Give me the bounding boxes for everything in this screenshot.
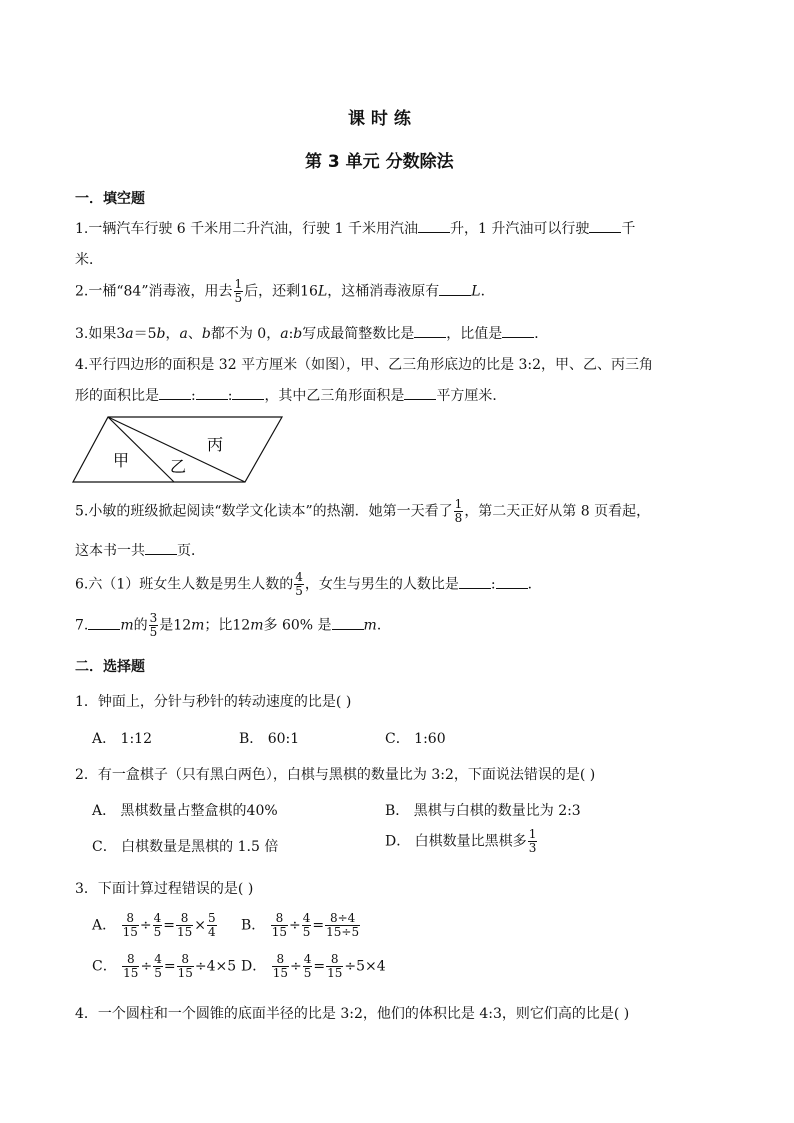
question-2-1: 1．钟面上，分针与秒针的转动速度的比是( ) (75, 694, 352, 710)
option-a: A． 黑棋数量占整盒棋的40% (92, 803, 278, 819)
fraction: $\frac{4}{5}$ (295, 570, 303, 598)
page-title: 课 时 练 (348, 109, 411, 129)
option-b: B． 60:1 (239, 731, 300, 747)
question-2-4: 4．一个圆柱和一个圆锥的底面半径的比是 3:2，他们的体积比是 4:3，则它们高的比是( ) (75, 1006, 630, 1022)
question-2-2: 2．有一盒棋子（只有黑白两色），白棋与黑棋的数量比为 3:2，下面说法错误的是( ) (75, 767, 596, 783)
question-1-1: 1.一辆汽车行驶 6 千米用二升汽油，行驶 1 千米用汽油 升，1 升汽油可以行驶 千 (75, 221, 636, 237)
question-1-7: 7. m的 $\frac{3}{5}$ 是12m；比12m多 60% 是 m． (75, 611, 391, 639)
question-1-6: 6.六（1）班女生人数是男生人数的 $\frac{4}{5}$ ，女生与男生的人数比是 : ． (75, 570, 542, 598)
question-2-3: 3．下面计算过程错误的是( ) (75, 881, 254, 897)
option-c: C． $\frac{8}{15}$ ÷ $\frac{4}{5}$ = $\frac{8}{15}$ ÷4×5 (92, 952, 237, 980)
option-c: C． 白棋数量是黑棋的 1.5 倍 (92, 839, 279, 855)
fraction: $\frac{3}{5}$ (149, 611, 158, 639)
option-b: B． $\frac{8}{15}$ ÷ $\frac{4}{5}$ = $\frac{8\div 4}{15\div 5}$ (241, 911, 360, 939)
option-a: A． 1:12 (92, 731, 152, 747)
fraction: $\frac{1}{3}$ (528, 827, 537, 855)
question-1-5-line2: 这本书一共 页． (75, 543, 205, 559)
label-bing: 丙 (207, 435, 224, 454)
fraction: $\frac{1}{5}$ (234, 277, 243, 305)
label-jia: 甲 (113, 451, 130, 470)
question-1-5: 5.小敏的班级掀起阅读“数学文化读本”的热潮．她第一天看了 $\frac{1}{8}$ ，第二天正好从第 8 页看起， (75, 497, 651, 525)
option-b: B． 黑棋与白棋的数量比为 2:3 (385, 803, 581, 819)
fraction: $\frac{1}{8}$ (454, 497, 463, 525)
question-1-1-line2: 米． (75, 252, 103, 268)
section-heading-choice: 二．选择题 (75, 659, 145, 675)
section-heading-fill: 一．填空题 (75, 191, 145, 207)
page-subtitle: 第 3 单元 分数除法 (305, 152, 454, 172)
parallelogram-figure (70, 412, 285, 486)
question-1-4: 4.平行四边形的面积是 32 平方厘米（如图），甲、乙三角形底边的比是 3:2，甲、乙、丙三角 (75, 357, 654, 373)
option-a: A． $\frac{8}{15}$ ÷ $\frac{4}{5}$ = $\frac{8}{15}$ × $\frac{5}{4}$ (92, 911, 216, 939)
question-1-2: 2.一桶“84”消毒液，用去 $\frac{1}{5}$ 后，还剩16L，这桶消毒液原有 L． (75, 277, 495, 305)
label-yi: 乙 (170, 457, 187, 476)
option-d: D． $\frac{8}{15}$ ÷ $\frac{4}{5}$ = $\frac{8}{15}$ ÷5×4 (241, 952, 386, 980)
question-1-3: 3.如果3a＝5b，a、b都不为 0，a:b写成最简整数比是 ，比值是 ． (75, 326, 549, 342)
question-1-4-line2: 形的面积比是 : : ，其中乙三角形面积是 平方厘米． (75, 388, 507, 404)
option-c: C． 1:60 (385, 731, 446, 747)
option-d: D． 白棋数量比黑棋多 $\frac{1}{3}$ (385, 827, 537, 855)
